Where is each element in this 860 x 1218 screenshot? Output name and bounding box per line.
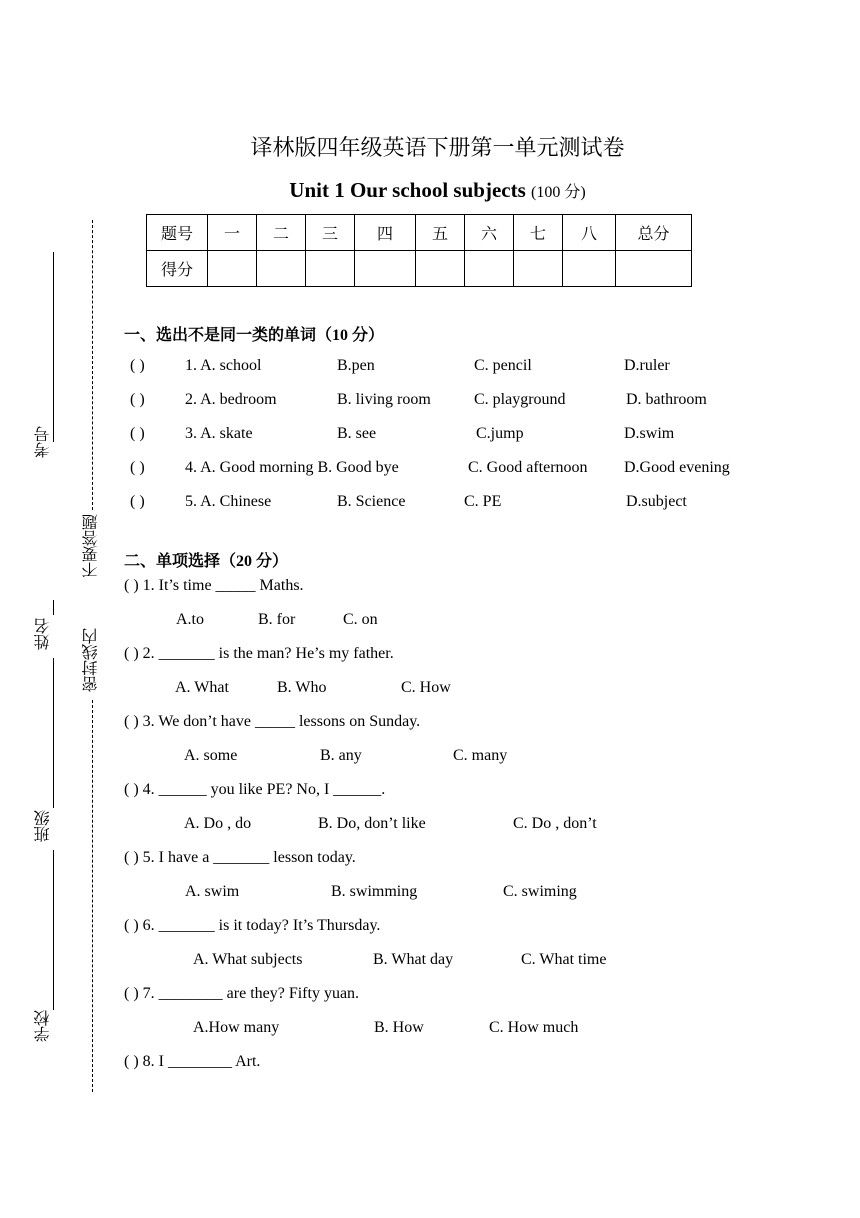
option-b: B. see: [337, 425, 377, 442]
school-label: 学校: [35, 1010, 52, 1042]
score-table-header-row: [147, 215, 692, 251]
section2-heading: 二、单项选择（20 分）: [124, 553, 289, 570]
score-cell: 三: [306, 215, 355, 251]
option-c: C. Good afternoon: [468, 459, 588, 476]
no-answer-label: 不要答题: [83, 514, 100, 578]
answer-paren[interactable]: ( ): [130, 493, 145, 510]
option-b: B.pen: [337, 357, 375, 374]
option-a: A. What subjects: [193, 951, 303, 968]
score-cell: 得分: [147, 251, 208, 287]
question-stem: ( ) 1. It’s time _____ Maths.: [124, 577, 304, 594]
option-d: D.swim: [624, 425, 675, 442]
option-c: C. Do , don’t: [513, 815, 597, 832]
answer-paren[interactable]: ( ): [130, 391, 145, 408]
option-d: D.ruler: [624, 357, 670, 374]
exam-no-line: [53, 252, 54, 442]
option-b: B. any: [320, 747, 362, 764]
page-subtitle: [0, 178, 860, 203]
option-a: 5. A. Chinese: [185, 493, 272, 510]
score-blank-cell[interactable]: [416, 251, 465, 287]
question-stem: ( ) 5. I have a _______ lesson today.: [124, 849, 356, 866]
option-c: C. on: [343, 611, 378, 628]
question-stem: ( ) 4. ______ you like PE? No, I ______.: [124, 781, 386, 798]
score-cell: 八: [563, 215, 616, 251]
option-d: D. bathroom: [626, 391, 707, 408]
score-cell: 七: [514, 215, 563, 251]
score-cell: 二: [257, 215, 306, 251]
score-table-score-row: [147, 251, 692, 287]
option-a-b: 4. A. Good morning B. Good bye: [185, 459, 399, 476]
question-stem: ( ) 6. _______ is it today? It’s Thursday.: [124, 917, 381, 934]
total-points: (100 分): [531, 184, 586, 201]
subtitle-text: Unit 1 Our school subjects: [289, 178, 526, 202]
option-a: A. swim: [185, 883, 240, 900]
name-line: [53, 600, 54, 615]
answer-paren[interactable]: ( ): [130, 357, 145, 374]
score-blank-cell[interactable]: [465, 251, 514, 287]
option-b: B. How: [374, 1019, 424, 1036]
option-c: C. What time: [521, 951, 607, 968]
page-title: 译林版四年级英语下册第一单元测试卷: [250, 135, 625, 160]
score-blank-cell[interactable]: [257, 251, 306, 287]
score-blank-cell[interactable]: [306, 251, 355, 287]
option-a: 2. A. bedroom: [185, 391, 277, 408]
answer-paren[interactable]: ( ): [130, 425, 145, 442]
option-a: 3. A. skate: [185, 425, 253, 442]
option-a: A. some: [184, 747, 238, 764]
score-cell: 一: [208, 215, 257, 251]
exam-no-label: 考号: [35, 426, 52, 458]
option-d: D.subject: [626, 493, 687, 510]
option-b: B. Do, don’t like: [318, 815, 426, 832]
question-stem: ( ) 2. _______ is the man? He’s my father.: [124, 645, 394, 662]
option-b: B. Science: [337, 493, 406, 510]
question-stem: ( ) 8. I ________ Art.: [124, 1053, 261, 1070]
score-blank-cell[interactable]: [616, 251, 692, 287]
score-cell: 题号: [147, 215, 208, 251]
option-a: A.to: [176, 611, 204, 628]
option-b: B. Who: [277, 679, 327, 696]
option-c: C. PE: [464, 493, 502, 510]
option-a: A. What: [175, 679, 229, 696]
class-label: 班级: [35, 810, 52, 842]
score-cell: 总分: [616, 215, 692, 251]
question-stem: ( ) 3. We don’t have _____ lessons on Sunday.: [124, 713, 421, 730]
score-cell: 五: [416, 215, 465, 251]
option-c: C. swiming: [503, 883, 577, 900]
class-line: [53, 658, 54, 808]
option-c: C. How: [401, 679, 451, 696]
question-stem: ( ) 7. ________ are they? Fifty yuan.: [124, 985, 360, 1002]
option-a: 1. A. school: [185, 357, 262, 374]
sealed-line-label: 密封线内: [83, 628, 100, 692]
option-b: B. living room: [337, 391, 431, 408]
seal-dashed-line-bottom: [92, 700, 93, 1092]
option-c: C. pencil: [474, 357, 532, 374]
option-b: B. swimming: [331, 883, 418, 900]
school-line: [53, 850, 54, 1010]
score-cell: 六: [465, 215, 514, 251]
option-d: D.Good evening: [624, 459, 730, 476]
option-b: B. What day: [373, 951, 454, 968]
name-label: 姓名: [35, 618, 52, 650]
option-c: C. many: [453, 747, 508, 764]
option-b: B. for: [258, 611, 296, 628]
score-table: [146, 214, 692, 287]
option-a: A. Do , do: [184, 815, 252, 832]
option-c: C. How much: [489, 1019, 579, 1036]
score-blank-cell[interactable]: [355, 251, 416, 287]
score-blank-cell[interactable]: [514, 251, 563, 287]
score-blank-cell[interactable]: [563, 251, 616, 287]
option-c: C.jump: [476, 425, 524, 442]
section1-heading: 一、选出不是同一类的单词（10 分）: [124, 327, 385, 344]
option-c: C. playground: [474, 391, 566, 408]
seal-dashed-line-top: [92, 220, 93, 510]
score-blank-cell[interactable]: [208, 251, 257, 287]
answer-paren[interactable]: ( ): [130, 459, 145, 476]
option-a: A.How many: [193, 1019, 280, 1036]
score-cell: 四: [355, 215, 416, 251]
